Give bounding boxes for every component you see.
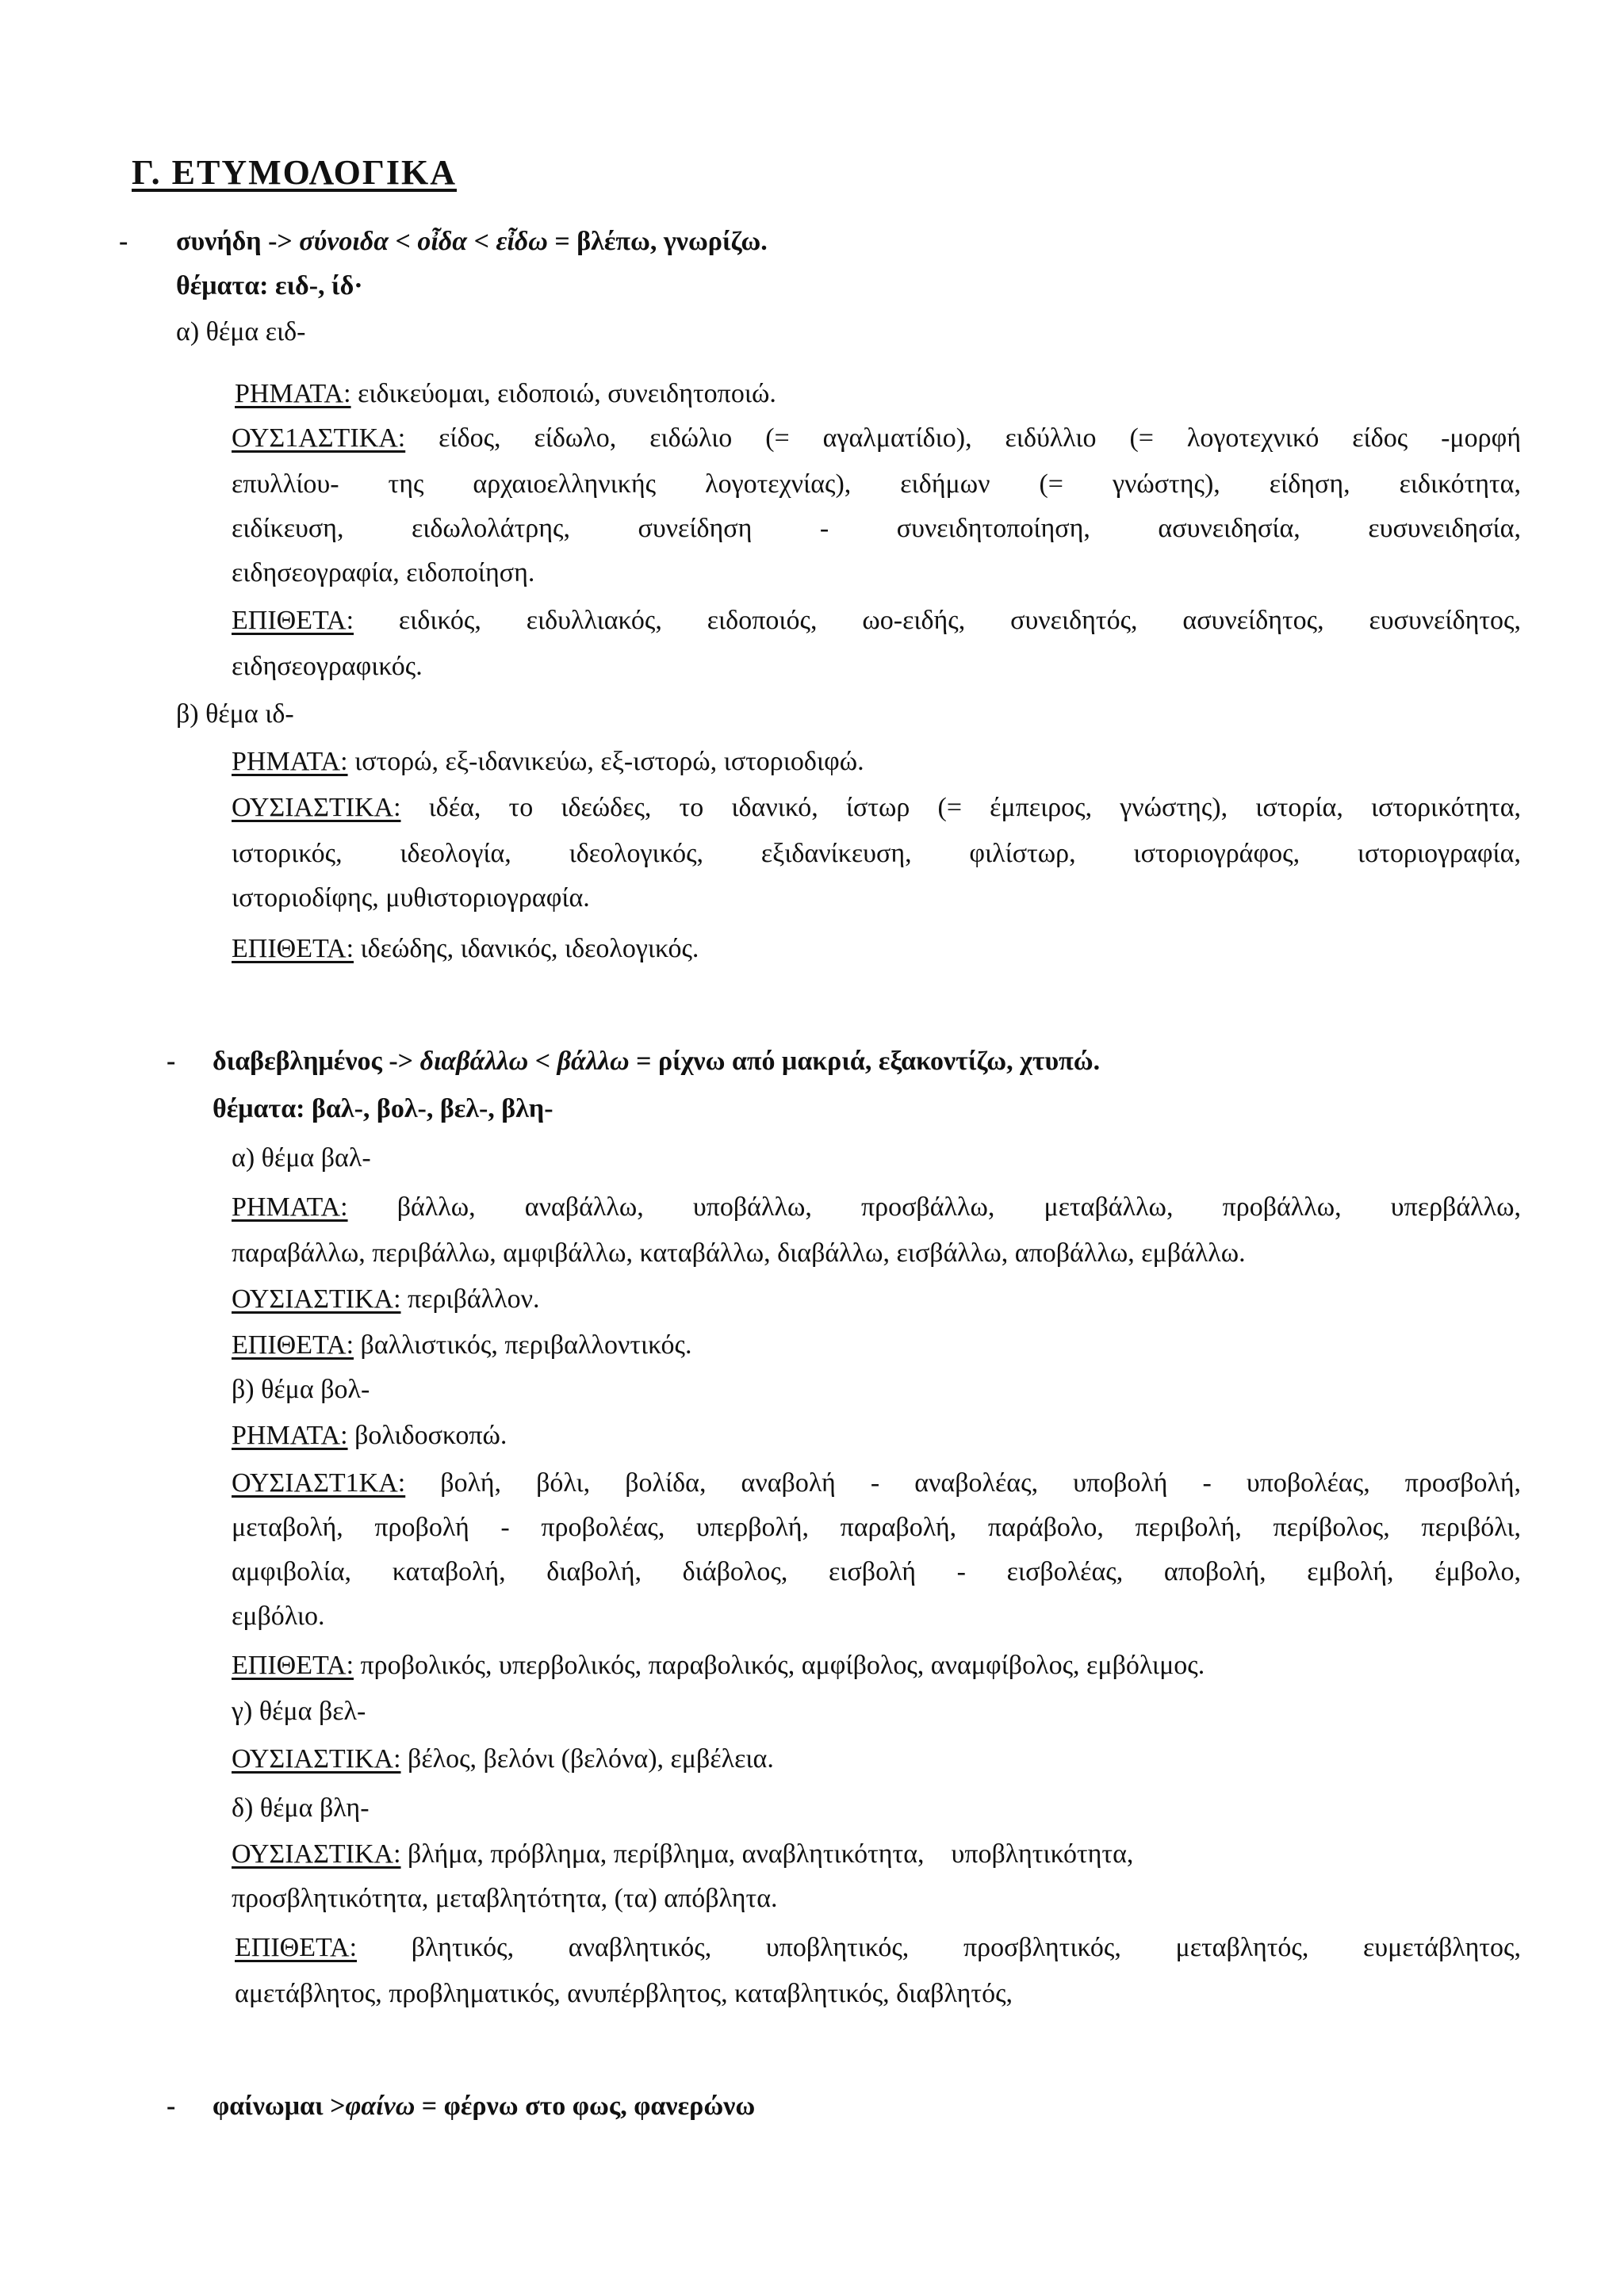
- subsection-label: γ) θέμα βελ-: [232, 1697, 366, 1726]
- nouns-label: ΟΥΣΙΑΣΤ1ΚΑ:: [232, 1468, 406, 1498]
- verbs-line: ΡΗΜΑΤΑ: βολιδοσκοπώ.: [232, 1421, 508, 1450]
- bullet: -: [167, 1047, 176, 1076]
- page-title: Γ. ΕΤΥΜΟΛΟΓΙΚΑ: [132, 153, 457, 192]
- nouns-line: ΟΥΣΙΑΣΤΙΚΑ: ιδέα, το ιδεώδες, το ιδανικό, ίστωρ (= έμπειρος, γνώστης), ιστορία, ιστορικότητα,: [232, 793, 1522, 822]
- verbs-label: ΡΗΜΑΤΑ:: [232, 747, 348, 776]
- verbs-continuation: παραβάλλω, περιβάλλω, αμφιβάλλω, καταβάλλω, διαβάλλω, εισβάλλω, αποβάλλω, εμβάλλω.: [232, 1238, 1246, 1268]
- verbs-line: ΡΗΜΑΤΑ: βάλλω, αναβάλλω, υποβάλλω, προσβάλλω, μεταβάλλω, προβάλλω, υπερβάλλω,: [232, 1192, 1521, 1222]
- adjectives-label: ΕΠΙΘΕΤΑ:: [232, 1330, 354, 1360]
- verbs-list: ειδικεύομαι, ειδοποιώ, συνειδητοποιώ.: [358, 379, 776, 408]
- adjectives-line: ΕΠΙΘΕΤΑ: προβολικός, υπερβολικός, παραβολικός, αμφίβολος, αναμφίβολος, εμβόλιμος.: [232, 1651, 1205, 1680]
- head-meaning: = φέρνω στο φως, φανερώνω: [421, 2091, 756, 2121]
- section-heading: [213, 1045, 1100, 1078]
- subsection-label: β) θέμα βολ-: [232, 1375, 370, 1404]
- adjectives-label: ΕΠΙΘΕΤΑ:: [235, 1933, 358, 1962]
- nouns-continuation: ειδησεογραφία, ειδοποίηση.: [232, 558, 535, 587]
- nouns-label: ΟΥΣΙΑΣΤΙΚΑ:: [232, 1744, 401, 1774]
- themes-line: θέματα: ειδ-, ίδ·: [176, 271, 363, 300]
- verbs-line: ΡΗΜΑΤΑ: ιστορώ, εξ-ιδανικεύω, εξ-ιστορώ, ιστοριοδιφώ.: [232, 747, 864, 776]
- bullet: -: [119, 227, 128, 256]
- nouns-label: ΟΥΣ1ΑΣΤΙΚΑ:: [232, 423, 406, 453]
- adjectives-line: ΕΠΙΘΕΤΑ: βαλλιστικός, περιβαλλοντικός.: [232, 1330, 692, 1360]
- adjectives-label: ΕΠΙΘΕΤΑ:: [232, 934, 354, 963]
- nouns-continuation: επυλλίου- της αρχαιοελληνικής λογοτεχνίας), ειδήμων (= γνώστης), είδηση, ειδικότητα,: [232, 469, 1521, 499]
- head-etymology: διαβάλλω < βάλλω: [419, 1047, 630, 1076]
- themes-line: θέματα: βαλ-, βολ-, βελ-, βλη-: [213, 1094, 553, 1123]
- verbs-label: ΡΗΜΑΤΑ:: [235, 379, 351, 408]
- adjectives-label: ΕΠΙΘΕΤΑ:: [232, 606, 354, 635]
- verbs-label: ΡΗΜΑΤΑ:: [232, 1421, 348, 1450]
- nouns-continuation: ιστορικός, ιδεολογία, ιδεολογικός, εξιδανίκευση, φιλίστωρ, ιστοριογράφος, ιστοριογραφία,: [232, 839, 1521, 868]
- head-etymology: σύνοιδα < οἶδα < εἶδω: [299, 227, 548, 256]
- verbs-label: ΡΗΜΑΤΑ:: [232, 1192, 348, 1222]
- nouns-continuation: αμφιβολία, καταβολή, διαβολή, διάβολος, εισβολή - εισβολέας, αποβολή, εμβολή, έμβολο,: [232, 1557, 1521, 1586]
- subsection-label: α) θέμα βαλ-: [232, 1143, 371, 1173]
- subsection-label: δ) θέμα βλη-: [232, 1793, 370, 1823]
- nouns-continuation: ειδίκευση, ειδωλολάτρης, συνείδηση - συνειδητοποίηση, ασυνειδησία, ευσυνειδησία,: [232, 514, 1521, 543]
- adjectives-label: ΕΠΙΘΕΤΑ:: [232, 1651, 354, 1680]
- head-word: διαβεβλημένος ->: [213, 1047, 414, 1076]
- nouns-line: ΟΥΣΙΑΣΤΙΚΑ: βέλος, βελόνι (βελόνα), εμβέλεια.: [232, 1744, 774, 1774]
- nouns-continuation: ιστοριοδίφης, μυθιστοριογραφία.: [232, 883, 590, 913]
- section-heading: [176, 225, 768, 258]
- nouns-line: ΟΥΣΙΑΣΤΙΚΑ: βλήμα, πρόβλημα, περίβλημα, αναβλητικότητα, υποβλητικότητα,: [232, 1839, 1134, 1869]
- head-word: φαίνωμαι >: [213, 2091, 346, 2121]
- adjectives-line: ΕΠΙΘΕΤΑ: ιδεώδης, ιδανικός, ιδεολογικός.: [232, 934, 699, 963]
- nouns-line: ΟΥΣΙΑΣΤΙΚΑ: περιβάλλον.: [232, 1284, 540, 1314]
- adjectives-line: ΕΠΙΘΕΤΑ: βλητικός, αναβλητικός, υποβλητικός, προσβλητικός, μεταβλητός, ευμετάβλητος,: [235, 1933, 1522, 1962]
- nouns-label: ΟΥΣΙΑΣΤΙΚΑ:: [232, 1839, 401, 1869]
- nouns-continuation: εμβόλιο.: [232, 1601, 325, 1631]
- subsection-label: β) θέμα ιδ-: [176, 699, 294, 729]
- head-meaning: = ρίχνω από μακριά, εξακοντίζω, χτυπώ.: [636, 1047, 1101, 1076]
- nouns-continuation: μεταβολή, προβολή - προβολέας, υπερβολή, παραβολή, παράβολο, περιβολή, περίβολος, περιβόλι,: [232, 1513, 1521, 1542]
- subsection-label: α) θέμα ειδ-: [176, 317, 306, 346]
- bullet: -: [167, 2091, 176, 2121]
- nouns-continuation: προσβλητικότητα, μεταβλητότητα, (τα) απόβλητα.: [232, 1884, 778, 1913]
- nouns-line: ΟΥΣΙΑΣΤ1ΚΑ: βολή, βόλι, βολίδα, αναβολή - αναβολέας, υποβολή - υποβολέας, προσβολή,: [232, 1468, 1521, 1498]
- head-etymology: φαίνω: [345, 2091, 416, 2121]
- section-heading: [213, 2090, 755, 2123]
- adjectives-continuation: ειδησεογραφικός.: [232, 652, 423, 681]
- nouns-label: ΟΥΣΙΑΣΤΙΚΑ:: [232, 793, 401, 822]
- nouns-label: ΟΥΣΙΑΣΤΙΚΑ:: [232, 1284, 401, 1314]
- nouns-line: ΟΥΣ1ΑΣΤΙΚΑ: είδος, είδωλο, ειδώλιο (= αγαλματίδιο), ειδύλλιο (= λογοτεχνικό είδος -μορφή: [232, 423, 1522, 453]
- verbs-line: [235, 377, 776, 411]
- head-meaning: = βλέπω, γνωρίζω.: [554, 227, 768, 256]
- head-word: συνήδη ->: [176, 227, 293, 256]
- adjectives-line: ΕΠΙΘΕΤΑ: ειδικός, ειδυλλιακός, ειδοποιός, ωο-ειδής, συνειδητός, ασυνείδητος, ευσυνείδητος,: [232, 606, 1521, 635]
- adjectives-continuation: αμετάβλητος, προβληματικός, ανυπέρβλητος, καταβλητικός, διαβλητός,: [235, 1979, 1013, 2008]
